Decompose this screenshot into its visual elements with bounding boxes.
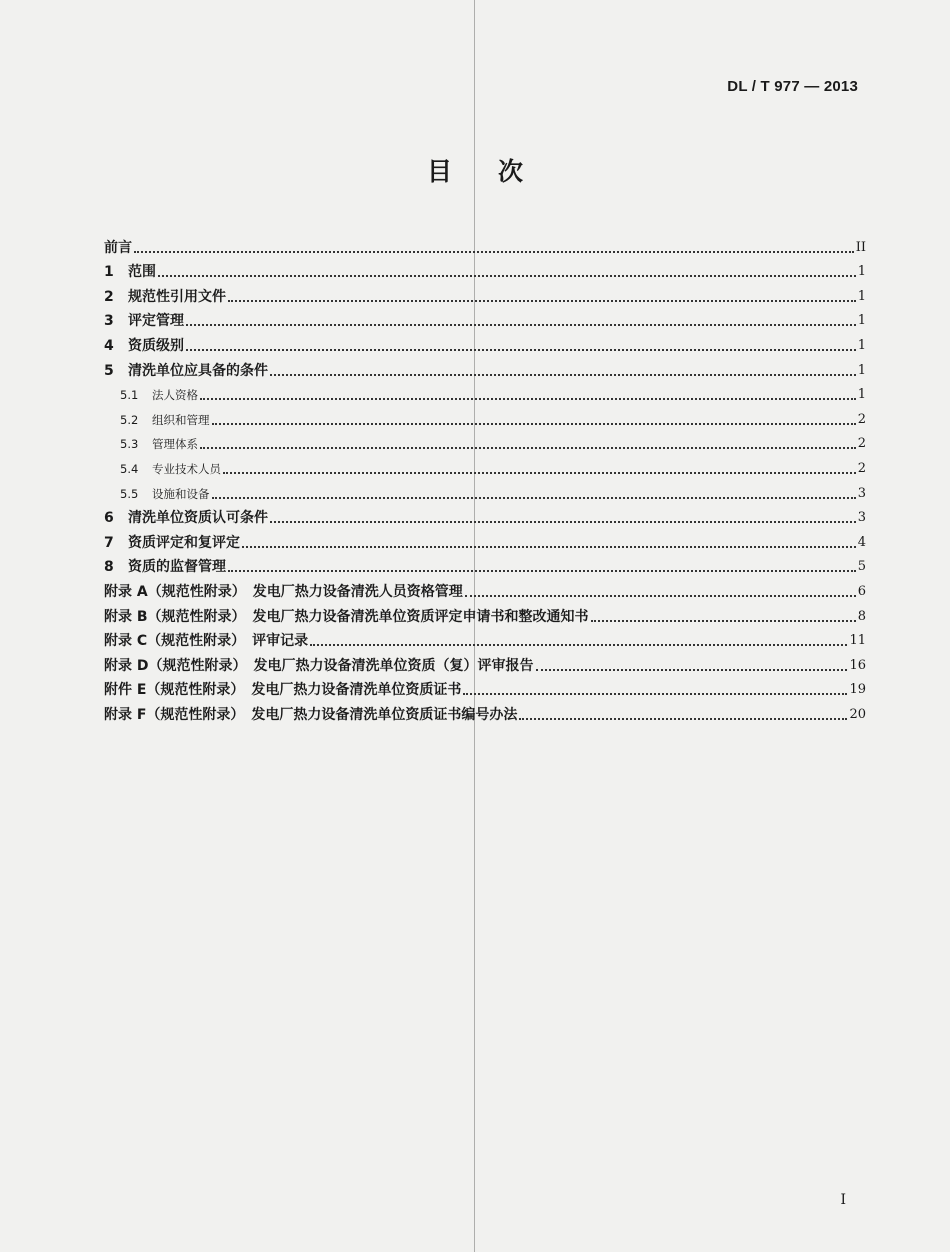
toc-entry[interactable] <box>104 281 866 306</box>
toc-entry-number: 8 <box>104 559 114 576</box>
toc-leader-dots <box>310 644 847 646</box>
toc-entry[interactable] <box>104 453 866 478</box>
toc-entry[interactable] <box>104 601 866 626</box>
toc-entry[interactable] <box>104 626 866 651</box>
toc-entry-number: 5 <box>104 362 114 379</box>
table-of-contents <box>104 232 866 724</box>
toc-entry[interactable] <box>104 330 866 355</box>
toc-title-char-1: 目 <box>426 157 452 186</box>
toc-leader-dots <box>228 300 856 302</box>
toc-entry-label: 资质的监督管理 <box>128 559 226 576</box>
standard-code: DL / T 977 — 2013 <box>727 78 858 95</box>
toc-entry-label: 附录 B（规范性附录） 发电厂热力设备清洗单位资质评定申请书和整改通知书 <box>104 608 589 625</box>
page-number: I <box>840 1192 846 1208</box>
toc-entry-label: 规范性引用文件 <box>128 288 226 305</box>
toc-entry[interactable] <box>104 429 866 454</box>
toc-entry-label: 管理体系 <box>152 437 198 452</box>
toc-entry-number: 7 <box>104 534 114 551</box>
toc-entry-number: 5.3 <box>120 437 139 452</box>
toc-leader-dots <box>200 447 856 449</box>
toc-entry-page: 1 <box>857 362 866 378</box>
toc-leader-dots <box>463 693 847 695</box>
toc-leader-dots <box>212 497 856 499</box>
toc-entry-number: 2 <box>104 288 114 305</box>
toc-title <box>0 152 950 188</box>
toc-entry-number: 1 <box>104 264 114 281</box>
toc-leader-dots <box>228 570 856 572</box>
toc-leader-dots <box>519 718 847 720</box>
toc-entry-page: 11 <box>849 633 866 649</box>
toc-entry-number: 5.4 <box>120 461 139 476</box>
toc-entry-label: 资质级别 <box>128 337 184 354</box>
toc-entry-page: 3 <box>857 510 866 526</box>
toc-leader-dots <box>591 620 856 622</box>
toc-entry[interactable] <box>104 478 866 503</box>
toc-entry-page: 19 <box>849 682 866 698</box>
toc-entry-page: 1 <box>857 288 866 304</box>
toc-entry-label: 范围 <box>128 264 156 281</box>
toc-entry-label: 资质评定和复评定 <box>128 534 240 551</box>
toc-entry[interactable] <box>104 380 866 405</box>
toc-entry-label: 法人资格 <box>152 388 198 403</box>
toc-entry-label: 附件 E（规范性附录） 发电厂热力设备清洗单位资质证书 <box>104 682 462 699</box>
toc-title-char-2: 次 <box>498 157 524 186</box>
toc-entry-number: 6 <box>104 510 114 527</box>
toc-entry-page: 1 <box>857 264 866 280</box>
toc-entry-page: 1 <box>857 337 866 353</box>
toc-entry[interactable] <box>104 675 866 700</box>
toc-leader-dots <box>270 521 856 523</box>
toc-entry[interactable] <box>104 527 866 552</box>
toc-entry-label: 设施和设备 <box>152 486 210 501</box>
toc-leader-dots <box>158 275 856 277</box>
toc-entry-page: 16 <box>849 657 866 673</box>
toc-entry-page: 2 <box>857 436 866 452</box>
toc-entry-page: 8 <box>857 608 866 624</box>
toc-entry-label: 附录 C（规范性附录） 评审记录 <box>104 633 309 650</box>
toc-entry[interactable] <box>104 232 866 257</box>
toc-entry-page: 20 <box>849 706 866 722</box>
toc-entry-page: 5 <box>857 559 866 575</box>
toc-entry-page: II <box>855 239 866 255</box>
toc-entry-page: 2 <box>857 460 866 476</box>
toc-entry[interactable] <box>104 650 866 675</box>
toc-leader-dots <box>186 324 856 326</box>
toc-entry-page: 6 <box>857 583 866 599</box>
toc-entry-label: 附录 D（规范性附录） 发电厂热力设备清洗单位资质（复）评审报告 <box>104 657 534 674</box>
toc-entry-number: 5.1 <box>120 388 139 403</box>
toc-entry-label: 组织和管理 <box>152 412 210 427</box>
toc-entry[interactable] <box>104 552 866 577</box>
toc-entry-label: 前言 <box>104 239 132 256</box>
toc-entry-label: 评定管理 <box>128 313 184 330</box>
toc-leader-dots <box>242 546 856 548</box>
toc-entry-number: 3 <box>104 313 114 330</box>
toc-entry-label: 清洗单位资质认可条件 <box>128 510 268 527</box>
toc-entry-label: 专业技术人员 <box>152 461 221 476</box>
toc-entry[interactable] <box>104 576 866 601</box>
toc-leader-dots <box>200 398 856 400</box>
toc-entry[interactable] <box>104 257 866 282</box>
toc-entry-page: 3 <box>857 485 866 501</box>
toc-entry[interactable] <box>104 404 866 429</box>
toc-entry[interactable] <box>104 699 866 724</box>
toc-leader-dots <box>134 251 854 253</box>
toc-leader-dots <box>186 349 856 351</box>
toc-entry-number: 4 <box>104 337 114 354</box>
toc-entry[interactable] <box>104 503 866 528</box>
toc-entry-page: 2 <box>857 411 866 427</box>
toc-entry-number: 5.5 <box>120 486 139 501</box>
toc-leader-dots <box>270 374 856 376</box>
toc-leader-dots <box>465 595 856 597</box>
toc-leader-dots <box>536 669 848 671</box>
toc-entry-page: 1 <box>857 313 866 329</box>
toc-entry-label: 附录 A（规范性附录） 发电厂热力设备清洗人员资格管理 <box>104 583 463 600</box>
toc-leader-dots <box>212 423 856 425</box>
toc-entry-page: 1 <box>857 387 866 403</box>
toc-entry-page: 4 <box>857 534 866 550</box>
toc-entry-label: 清洗单位应具备的条件 <box>128 362 268 379</box>
toc-entry[interactable] <box>104 355 866 380</box>
toc-entry[interactable] <box>104 306 866 331</box>
toc-leader-dots <box>223 472 856 474</box>
toc-entry-number: 5.2 <box>120 412 139 427</box>
toc-entry-label: 附录 F（规范性附录） 发电厂热力设备清洗单位资质证书编号办法 <box>104 706 518 723</box>
